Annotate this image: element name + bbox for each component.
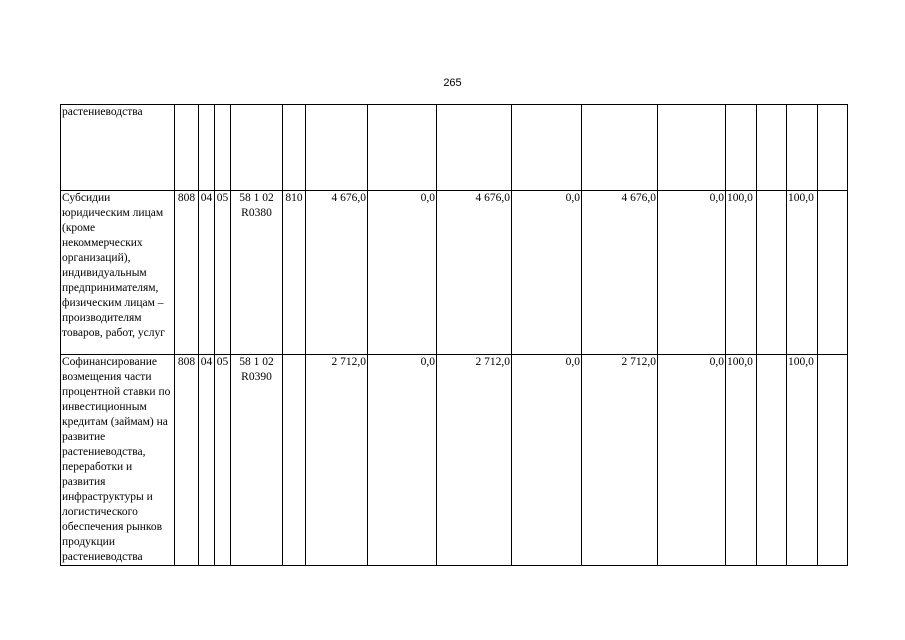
amount-cell — [582, 105, 658, 191]
percent-cell — [787, 105, 818, 191]
amount-cell: 2 712,0 — [306, 355, 368, 566]
amount-cell: 0,0 — [368, 191, 437, 355]
percent-cell: 100,0 — [726, 191, 757, 355]
empty-cell — [757, 105, 787, 191]
budget-table — [60, 104, 848, 566]
expense-type-code — [283, 105, 306, 191]
empty-cell — [818, 355, 848, 566]
amount-cell: 0,0 — [512, 355, 582, 566]
ministry-code — [175, 105, 199, 191]
percent-cell: 100,0 — [787, 191, 818, 355]
target-article-code: 58 1 02 R0380 — [231, 191, 283, 355]
empty-cell — [818, 105, 848, 191]
percent-cell: 100,0 — [726, 355, 757, 566]
row-description: Софинансирование возмещения части процентной ставки по инвестиционным кредитам (займам) на развитие растениеводства, переработки и развития инфраструктуры и логистического обеспечения рынков продукции растениеводства — [61, 355, 175, 566]
ministry-code: 808 — [175, 191, 199, 355]
expense-type-code: 810 — [283, 191, 306, 355]
section-code — [199, 105, 215, 191]
expense-type-code — [283, 355, 306, 566]
amount-cell: 0,0 — [368, 355, 437, 566]
subsection-code — [215, 105, 231, 191]
amount-cell — [306, 105, 368, 191]
amount-cell: 4 676,0 — [306, 191, 368, 355]
amount-cell: 2 712,0 — [582, 355, 658, 566]
row-description: растениеводства — [61, 105, 175, 191]
amount-cell — [512, 105, 582, 191]
percent-cell: 100,0 — [787, 355, 818, 566]
amount-cell: 4 676,0 — [582, 191, 658, 355]
subsection-code: 05 — [215, 191, 231, 355]
percent-cell — [726, 105, 757, 191]
empty-cell — [757, 355, 787, 566]
amount-cell — [437, 105, 512, 191]
amount-cell: 0,0 — [512, 191, 582, 355]
amount-cell: 0,0 — [658, 355, 726, 566]
amount-cell: 0,0 — [658, 191, 726, 355]
table-row — [61, 355, 848, 566]
row-description: Субсидии юридическим лицам (кроме некоммерческих организаций), индивидуальным предпринимателям, физическим лицам – производителям товаров, работ, услуг — [61, 191, 175, 355]
amount-cell — [658, 105, 726, 191]
section-code: 04 — [199, 355, 215, 566]
empty-cell — [757, 191, 787, 355]
amount-cell — [368, 105, 437, 191]
target-article-code — [231, 105, 283, 191]
subsection-code: 05 — [215, 355, 231, 566]
section-code: 04 — [199, 191, 215, 355]
amount-cell: 4 676,0 — [437, 191, 512, 355]
target-article-code: 58 1 02 R0390 — [231, 355, 283, 566]
table-row — [61, 191, 848, 355]
ministry-code: 808 — [175, 355, 199, 566]
page-number: 265 — [443, 77, 462, 89]
empty-cell — [818, 191, 848, 355]
amount-cell: 2 712,0 — [437, 355, 512, 566]
table-row — [61, 105, 848, 191]
